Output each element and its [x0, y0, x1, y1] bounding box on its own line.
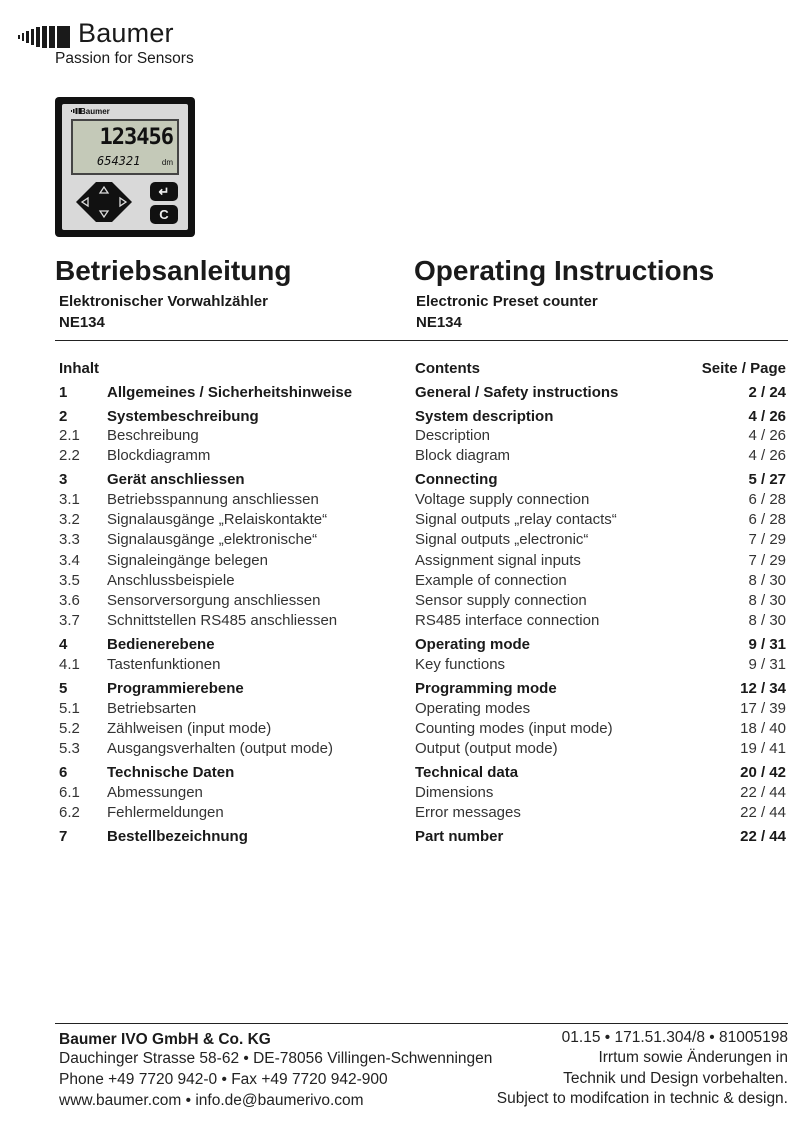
- toc-title-de: Beschreibung: [107, 427, 199, 444]
- toc-header-page: Seite / Page: [701, 360, 786, 377]
- toc-title-en: Block diagram: [415, 447, 511, 465]
- toc-page: 7 / 29: [748, 551, 786, 569]
- toc-title-en: Sensor supply connection: [415, 591, 587, 609]
- toc-row: [59, 511, 786, 531]
- toc-title-en: System description: [415, 407, 554, 425]
- toc-page: 17 / 39: [740, 699, 786, 717]
- toc-number: 5.1: [59, 699, 80, 717]
- device-clear-button: C: [150, 205, 178, 224]
- toc-row: [59, 592, 786, 612]
- toc-number: 3.5: [59, 571, 80, 589]
- toc-page: 6 / 28: [748, 511, 786, 529]
- toc-page: 4 / 26: [748, 407, 786, 425]
- brand-name: Baumer: [78, 18, 174, 48]
- toc-number: 6: [59, 764, 68, 782]
- toc-number: 2.2: [59, 447, 80, 465]
- toc-title-de: Programmierebene: [107, 680, 244, 697]
- toc-number: 3.4: [59, 551, 80, 569]
- toc-title-de: Zählweisen (input mode): [107, 719, 272, 737]
- title-en: Operating Instructions: [414, 255, 715, 286]
- toc-number: 1: [59, 384, 68, 401]
- toc-row: [59, 531, 786, 551]
- device-lcd: [71, 119, 179, 175]
- toc-title-en: Example of connection: [415, 571, 567, 589]
- toc-number: 7: [59, 828, 68, 845]
- toc-row: [59, 636, 786, 656]
- toc-number: 3.3: [59, 531, 80, 549]
- toc-row: [59, 656, 786, 676]
- toc-title-en: Assignment signal inputs: [415, 551, 581, 569]
- toc-number: 3.7: [59, 612, 80, 630]
- toc-title-en: Description: [415, 427, 491, 444]
- footer-divider: [55, 1023, 788, 1024]
- toc-title-de: Gerät anschliessen: [107, 471, 245, 489]
- toc-row: [59, 552, 786, 572]
- title-divider: [55, 340, 788, 341]
- toc-page: 4 / 26: [748, 447, 786, 465]
- toc-title-de: Schnittstellen RS485 anschliessen: [107, 612, 338, 630]
- toc-row: [59, 447, 786, 467]
- baumer-logo-mark: [18, 26, 70, 48]
- toc-row: [59, 764, 786, 784]
- toc-number: 2: [59, 407, 68, 425]
- toc-row: [59, 408, 786, 428]
- device-dpad-icon: [74, 180, 134, 224]
- toc-title-en: Error messages: [415, 803, 521, 821]
- toc-row: [59, 384, 786, 404]
- footer-note-de-1: Irrtum sowie Änderungen in: [598, 1049, 788, 1066]
- toc-title-en: Programming mode: [415, 680, 557, 697]
- toc-number: 2.1: [59, 427, 80, 444]
- device-enter-button: ↵: [150, 182, 178, 201]
- toc-row: [59, 572, 786, 592]
- toc-page: 12 / 34: [740, 680, 786, 697]
- toc-page: 5 / 27: [748, 471, 786, 489]
- toc-number: 6.2: [59, 803, 80, 821]
- footer-phone: Phone +49 7720 942-0 • Fax +49 7720 942-900: [59, 1071, 388, 1088]
- toc-row: [59, 828, 786, 848]
- toc-page: 2 / 24: [748, 384, 786, 401]
- toc-number: 4: [59, 636, 68, 654]
- toc-page: 4 / 26: [748, 427, 786, 444]
- toc-number: 6.1: [59, 783, 80, 801]
- toc-page: 8 / 30: [748, 591, 786, 609]
- toc-title-de: Systembeschreibung: [107, 407, 259, 425]
- footer-company: Baumer IVO GmbH & Co. KG: [59, 1031, 271, 1048]
- brand-tagline: Passion for Sensors: [55, 50, 194, 67]
- toc-title-en: RS485 interface connection: [415, 612, 600, 630]
- toc-row: [59, 804, 786, 824]
- toc-page: 18 / 40: [740, 719, 786, 737]
- toc-page: 22 / 44: [740, 828, 786, 845]
- toc-header: [59, 360, 786, 380]
- toc-title-en: Dimensions: [415, 783, 494, 801]
- device-main-display: 123456: [99, 125, 173, 150]
- toc-title-de: Betriebsarten: [107, 699, 197, 717]
- toc-number: 5.2: [59, 719, 80, 737]
- toc-title-en: Voltage supply connection: [415, 490, 590, 508]
- device-unit: dm: [161, 158, 173, 167]
- toc-number: 3.1: [59, 490, 80, 508]
- toc-number: 4.1: [59, 655, 80, 673]
- toc-row: [59, 680, 786, 700]
- toc-title-en: Key functions: [415, 655, 506, 673]
- toc-page: 8 / 30: [748, 612, 786, 630]
- device-image: [55, 97, 195, 237]
- toc-title-de: Abmessungen: [107, 783, 203, 801]
- toc-title-en: Operating mode: [415, 636, 531, 654]
- footer-address: Dauchinger Strasse 58-62 • DE-78056 Villingen-Schwenningen: [59, 1050, 493, 1067]
- toc-header-en: Contents: [415, 360, 480, 377]
- device-sub-display: 654321: [97, 154, 141, 168]
- toc-page: 22 / 44: [740, 783, 786, 801]
- toc-number: 3.6: [59, 591, 80, 609]
- toc-page: 8 / 30: [748, 571, 786, 589]
- toc-title-en: Connecting: [415, 471, 498, 489]
- subtitle-en: Electronic Preset counter: [416, 293, 598, 310]
- toc-header-de: Inhalt: [59, 360, 99, 377]
- toc-page: 20 / 42: [740, 764, 786, 782]
- toc-row: [59, 720, 786, 740]
- toc-title-de: Signaleingänge belegen: [107, 551, 268, 569]
- footer-note-en: Subject to modifcation in technic & design.: [496, 1090, 788, 1107]
- toc-row: [59, 427, 786, 447]
- toc-number: 5: [59, 680, 68, 697]
- toc-row: [59, 471, 786, 491]
- toc-title-de: Signalausgänge „Relaiskontakte“: [107, 511, 328, 529]
- model-en: NE134: [416, 314, 462, 331]
- toc-title-de: Allgemeines / Sicherheitshinweise: [107, 384, 353, 401]
- toc-row: [59, 740, 786, 760]
- toc-page: 9 / 31: [748, 655, 786, 673]
- toc-title-en: Counting modes (input mode): [415, 719, 613, 737]
- toc-title-de: Technische Daten: [107, 764, 235, 782]
- footer-note-de-2: Technik und Design vorbehalten.: [563, 1070, 788, 1087]
- toc-title-en: Signal outputs „electronic“: [415, 531, 589, 549]
- toc-page: 6 / 28: [748, 490, 786, 508]
- toc-title-de: Tastenfunktionen: [107, 655, 221, 673]
- toc-title-en: Technical data: [415, 764, 519, 782]
- toc-page: 22 / 44: [740, 803, 786, 821]
- toc-title-de: Signalausgänge „elektronische“: [107, 531, 318, 549]
- toc-number: 5.3: [59, 739, 80, 757]
- toc-page: 19 / 41: [740, 739, 786, 757]
- toc-title-de: Bestellbezeichnung: [107, 828, 248, 845]
- footer-doc-ref: 01.15 • 171.51.304/8 • 81005198: [561, 1029, 788, 1046]
- device-face: [62, 104, 188, 230]
- toc-title-en: Operating modes: [415, 699, 531, 717]
- toc-title-en: Part number: [415, 828, 504, 845]
- toc-page: 9 / 31: [748, 636, 786, 654]
- toc-title-en: Output (output mode): [415, 739, 558, 757]
- toc-row: [59, 491, 786, 511]
- toc-row: [59, 612, 786, 632]
- toc-title-de: Blockdiagramm: [107, 447, 211, 465]
- subtitle-de: Elektronischer Vorwahlzähler: [59, 293, 268, 310]
- toc-title-en: Signal outputs „relay contacts“: [415, 511, 617, 529]
- toc-title-de: Sensorversorgung anschliessen: [107, 591, 321, 609]
- toc-page: 7 / 29: [748, 531, 786, 549]
- toc-title-de: Bedienerebene: [107, 636, 215, 654]
- toc-title-de: Anschlussbeispiele: [107, 571, 235, 589]
- toc-row: [59, 784, 786, 804]
- toc-title-en: General / Safety instructions: [415, 384, 619, 401]
- toc-title-de: Ausgangsverhalten (output mode): [107, 739, 333, 757]
- footer-web: www.baumer.com • info.de@baumerivo.com: [59, 1092, 364, 1109]
- toc-row: [59, 700, 786, 720]
- toc-number: 3.2: [59, 511, 80, 529]
- title-de: Betriebsanleitung: [55, 255, 292, 286]
- toc-title-de: Fehlermeldungen: [107, 803, 224, 821]
- toc-title-de: Betriebsspannung anschliessen: [107, 490, 319, 508]
- device-brand-label: Baumer: [80, 107, 110, 116]
- model-de: NE134: [59, 314, 105, 331]
- toc-number: 3: [59, 471, 68, 489]
